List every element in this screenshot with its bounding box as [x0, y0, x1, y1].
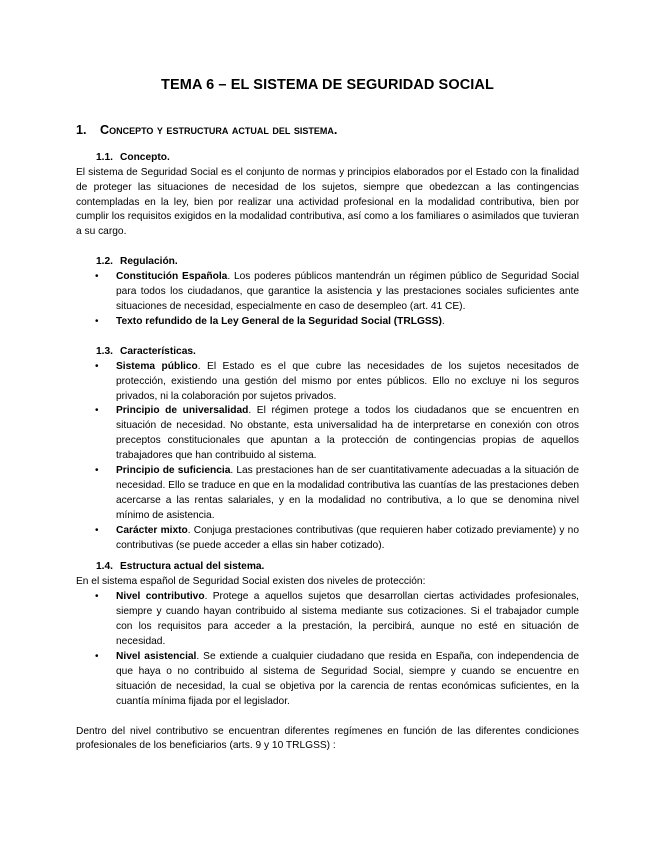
regulacion-list — [76, 270, 579, 330]
list-item — [76, 524, 579, 554]
list-item-term: Nivel contributivo — [116, 591, 205, 603]
estructura-list — [76, 590, 579, 709]
list-item-term: Nivel asistencial — [116, 650, 197, 662]
subsection-number: 1.3. — [96, 345, 113, 357]
list-item — [76, 650, 579, 710]
closing-paragraph: Dentro del nivel contributivo se encuentran diferentes regímenes en función de las diferentes condiciones profesionales de los beneficiarios (arts. 9 y 10 TRLGSS) : — [76, 725, 579, 752]
list-item — [76, 360, 579, 405]
subsection-title: Regulación. — [120, 256, 178, 268]
list-item-term: Sistema público — [116, 360, 198, 372]
subsection-title: Características. — [120, 345, 196, 357]
list-item-text: . — [441, 315, 445, 327]
list-item-term: Texto refundido de la Ley General de la Seguridad Social (TRLGSS) — [116, 315, 442, 327]
subsection-heading-estructura — [76, 560, 579, 575]
list-item — [76, 270, 579, 315]
list-item-text: . Conjuga prestaciones contributivas (que requieren haber cotizado previamente) y no contributivas (se puede acceder a ellas sin haber cotizado). — [116, 524, 579, 551]
list-item — [76, 404, 579, 464]
concepto-paragraph: El sistema de Seguridad Social es el conjunto de normas y principios elaborados por el Estado con la finalidad de proteger las situaciones de necesidad de los sujetos, siempre que obedezcan a las contingencias contempladas en la ley, bien por realizar una actividad profesional en la modalidad contributiva, bien por cumplir los requisitos exigidos en la modalidad contributiva, así como a los familiares o asimilados que tuvieran a su cargo. — [76, 166, 579, 238]
subsection-heading-concepto — [76, 151, 579, 166]
list-item — [76, 464, 579, 524]
bullet-icon: • — [95, 271, 99, 283]
bullet-icon: • — [95, 465, 99, 477]
document-title: TEMA 6 – EL SISTEMA DE SEGURIDAD SOCIAL — [161, 77, 494, 93]
bullet-icon: • — [95, 360, 99, 372]
caracteristicas-list — [76, 360, 579, 554]
bullet-icon: • — [95, 315, 99, 327]
list-item-term: Carácter mixto — [116, 524, 188, 536]
section-heading — [76, 123, 579, 138]
section-number: 1. — [76, 122, 87, 137]
subsection-heading-caracteristicas — [76, 345, 579, 360]
list-item-text: . El régimen protege a todos los ciudadanos que se encuentren en situación de necesidad. No obstante, esta universalidad ha de interpretarse en conexión con otros preceptos constitucionales que apuntan a la protección de contingencias propias de aquellos trabajadores que han contribuido al sistema. — [116, 405, 580, 462]
list-item-text: . El Estado es el que cubre las necesidades de los sujetos necesitados de protección, existiendo una gestión del mismo por entes públicos. Ello no excluye ni los seguros privados, ni la colaboración por sujetos privados. — [116, 360, 579, 402]
subsection-number: 1.1. — [96, 151, 113, 163]
list-item — [76, 315, 579, 330]
estructura-intro: En el sistema español de Seguridad Social existen dos niveles de protección: — [76, 576, 426, 588]
list-item-term: Constitución Española — [116, 271, 228, 283]
bullet-icon: • — [95, 405, 99, 417]
subsection-title: Estructura actual del sistema. — [120, 561, 265, 573]
list-item-text: . Los poderes públicos mantendrán un régimen público de Seguridad Social para todos los ciudadanos, que garantice la asistencia y las prestaciones sociales suficientes ante situaciones de necesidad, especialmente en caso de desempleo (art. 41 CE). — [116, 271, 579, 312]
subsection-number: 1.2. — [96, 256, 113, 268]
list-item-text: . Se extiende a cualquier ciudadano que resida en España, con independencia de que haya o no contribuido al sistema de Seguridad Social, siempre y cuando se encuentre en situación de necesidad, la cual se objetiva por la carencia de rentas económicas suficientes, en la cuantía mínima fijada por el legislador. — [116, 650, 579, 707]
subsection-number: 1.4. — [96, 561, 113, 573]
bullet-icon: • — [95, 524, 99, 536]
section-title: Concepto y estructura actual del sistema. — [100, 122, 338, 137]
list-item-term: Principio de universalidad — [116, 405, 249, 417]
list-item-term: Principio de suficiencia — [116, 465, 231, 477]
subsection-heading-regulacion — [76, 255, 579, 270]
subsection-title: Concepto. — [120, 151, 170, 163]
bullet-icon: • — [95, 650, 99, 662]
bullet-icon: • — [95, 591, 99, 603]
list-item-text: . Protege a aquellos sujetos que desarrollan ciertas actividades profesionales, siempre y cuando hayan contribuido al sistema mediante sus cotizaciones. Si el trabajador cumple con los requisitos para acceder a la prestación, la percibirá, aunque no esté en situación de necesidad. — [116, 591, 579, 647]
list-item-text: . Las prestaciones han de ser cuantitativamente adecuadas a la situación de necesidad. Ello se traduce en que en la modalidad contributiva las cuantías de las prestaciones deben acercarse a las rentas salariales, y en la modalidad no contributiva, a lo que se denomina nivel mínimo de asistencia. — [116, 465, 579, 521]
list-item — [76, 590, 579, 650]
